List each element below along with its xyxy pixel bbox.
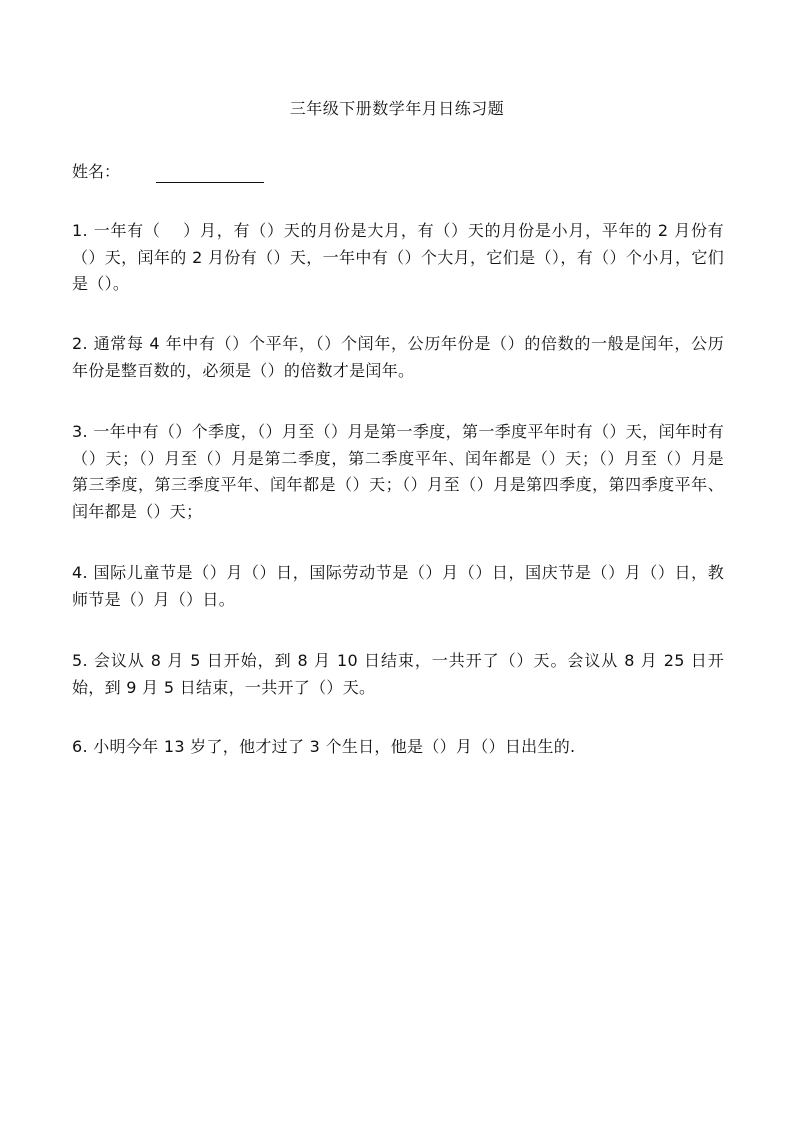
question-1: 1. 一年有（ ）月，有（）天的月份是大月，有（）天的月份是小月，平年的 2 月份有（）天，闰年的 2 月份有（）天，一年中有（）个大月，它们是（），有（）个小月，它们是（）。: [72, 221, 724, 293]
question-6: 6. 小明今年 13 岁了，他才过了 3 个生日，他是（）月（）日出生的.: [72, 737, 576, 756]
name-label: 姓名：: [72, 162, 121, 181]
name-blank-line[interactable]: [156, 181, 264, 183]
question-4: 4. 国际儿童节是（）月（）日，国际劳动节是（）月（）日，国庆节是（）月（）日，教师节是（）月（）日。: [72, 563, 724, 609]
name-field-row: [72, 160, 264, 184]
worksheet-title: 三年级下册数学年月日练习题: [289, 99, 505, 118]
question-5: 5. 会议从 8 月 5 日开始，到 8 月 10 日结束，一共开了（）天。会议从 8 月 25 日开始，到 9 月 5 日结束，一共开了（）天。: [72, 651, 724, 697]
question-2: 2. 通常每 4 年中有（）个平年，（）个闰年，公历年份是（）的倍数的一般是闰年，公历年份是整百数的，必须是（）的倍数才是闰年。: [72, 334, 724, 380]
question-3: 3. 一年中有（）个季度，（）月至（）月是第一季度，第一季度平年时有（）天，闰年时有（）天；（）月至（）月是第二季度，第二季度平年、闰年都是（）天；（）月至（）月是第三季度，第三季度平年、闰年都是（）天；（）月至（）月是第四季度，第四季度平年、闰年都是（）天；: [72, 422, 724, 521]
